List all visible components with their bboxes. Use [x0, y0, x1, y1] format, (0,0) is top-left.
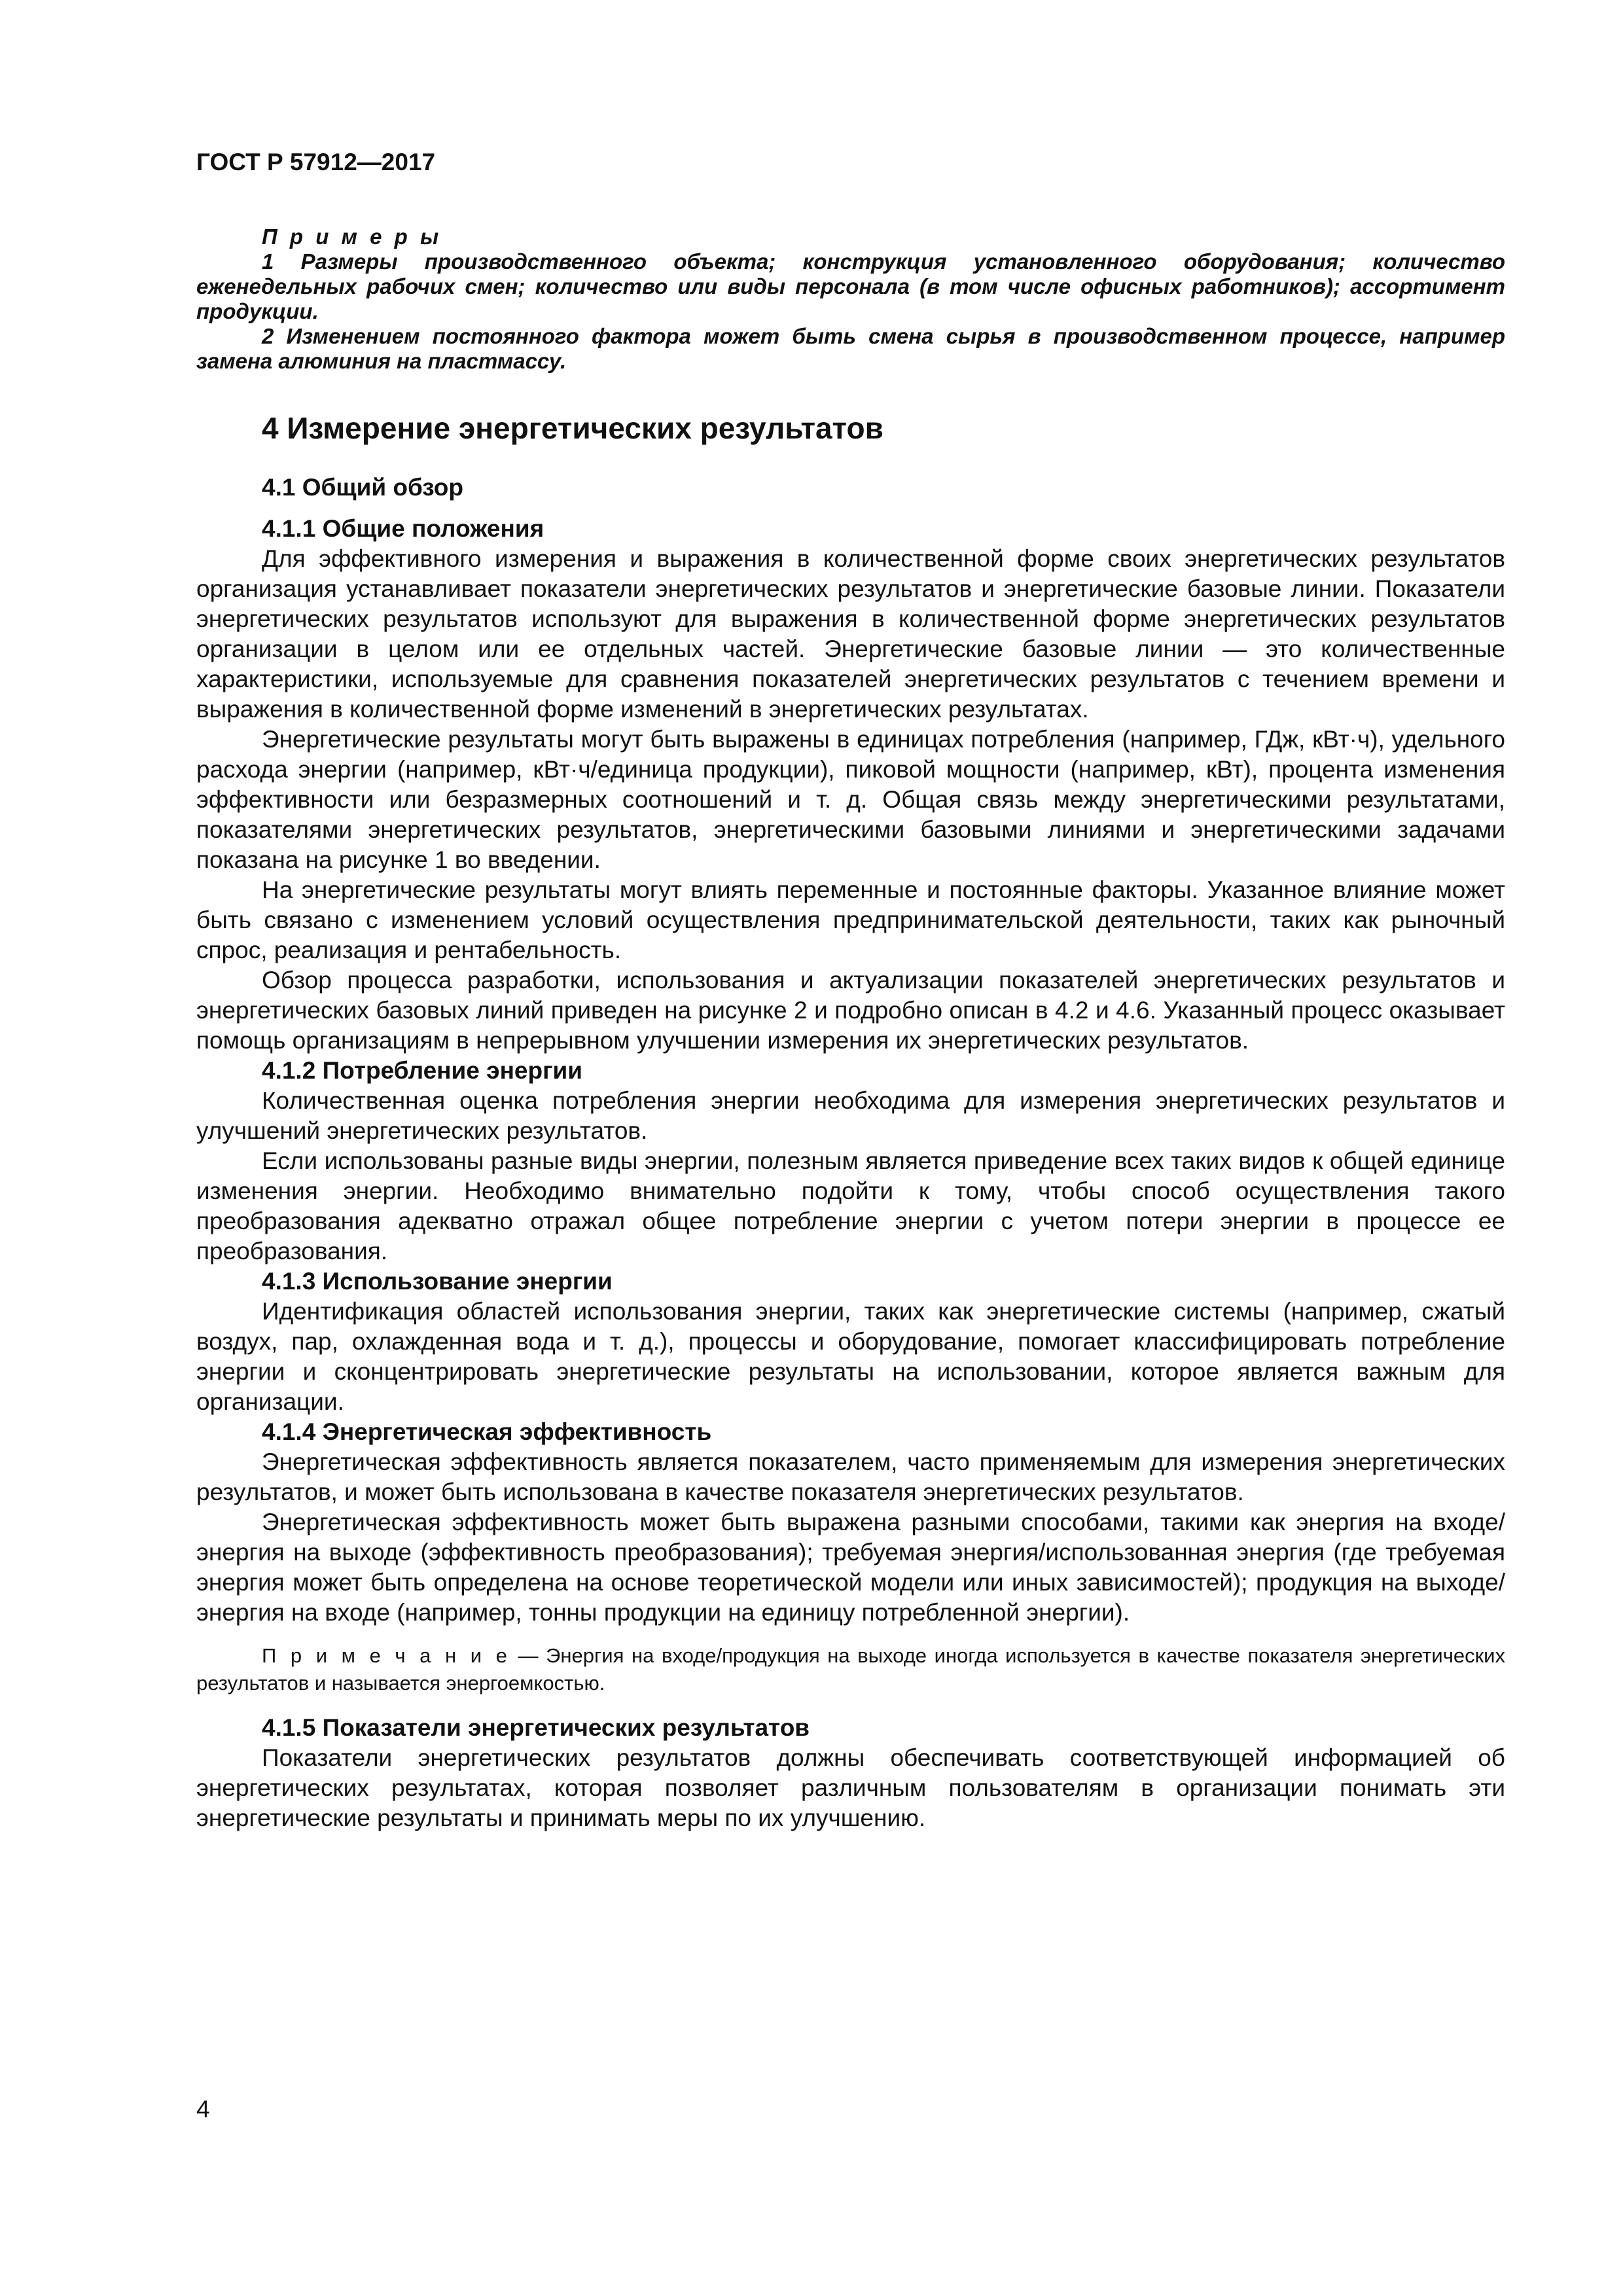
section-heading: 4 Измерение энергетических результатов — [262, 411, 883, 445]
body-paragraph: Обзор процесса разработки, использования и актуализации показателей энергетических результатов и энергетических базовых линий приведен на рисунке 2 и подробно описан в 4.2 и 4.6. Указанный процесс оказывает помощь организациям в непрерывном улучшении измерения их энергетических результатов. — [196, 967, 1505, 1054]
clause-heading: 4.1.1 Общие положения — [262, 515, 544, 542]
example-item: 1 Размеры производственного объекта; конструкция установленного оборудования; количество еженедельных рабочих смен; количество или виды персонала (в том числе офисных работников); ассортимент продукции. — [196, 249, 1505, 323]
example-item: 2 Изменением постоянного фактора может быть смена сырья в производственном процессе, например замена алюминия на пластмассу. — [196, 324, 1505, 373]
note-label: П р и м е ч а н и е — [262, 1644, 510, 1667]
examples-block — [196, 224, 1505, 374]
page-number: 4 — [196, 2096, 210, 2123]
note-text: — Энергия на входе/продукция на выходе иногда используется в качестве показателя энергетических результатов и называется энергоемкостью. — [196, 1644, 1505, 1695]
body-paragraph: Показатели энергетических результатов должны обеспечивать соответствующей информацией об энергетических результатах, которая позволяет различным пользователям в организации понимать эти энергетические результаты и принимать меры по их улучшению. — [196, 1744, 1505, 1831]
body-paragraph: Для эффективного измерения и выражения в количественной форме своих энергетических результатов организация устанавливает показатели энергетических результатов и энергетические базовые линии. Показатели энергетических результатов используют для выражения в количественной форме энергетических результатов организации в целом или ее отдельных частей. Энергетические базовые линии — это количественные характеристики, используемые для сравнения показателей энергетических результатов с течением времени и выражения в количественной форме изменений в энергетических результатах. — [196, 545, 1505, 723]
body-paragraph: На энергетические результаты могут влиять переменные и постоянные факторы. Указанное влияние может быть связано с изменением условий осуществления предпринимательской деятельности, таких как рыночный спрос, реализация и рентабельность. — [196, 876, 1505, 963]
body-paragraph: Количественная оценка потребления энергии необходима для измерения энергетических результатов и улучшений энергетических результатов. — [196, 1087, 1505, 1144]
note-paragraph — [196, 1642, 1505, 1697]
examples-title: П р и м е р ы — [262, 224, 442, 249]
page-content — [196, 224, 1505, 1833]
clause-heading: 4.1.3 Использование энергии — [262, 1268, 613, 1295]
clause-heading: 4.1.2 Потребление энергии — [262, 1057, 582, 1084]
document-code-header: ГОСТ Р 57912—2017 — [196, 149, 436, 175]
body-paragraph: Если использованы разные виды энергии, полезным является приведение всех таких видов к общей единице изменения энергии. Необходимо внимательно подойти к тому, чтобы способ осуществления такого преобразования адекватно отражал общее потребление энергии с учетом потери энергии в процессе ее преобразования. — [196, 1147, 1505, 1265]
clause-heading: 4.1.4 Энергетическая эффективность — [262, 1418, 712, 1445]
subsection-heading: 4.1 Общий обзор — [262, 474, 463, 501]
body-paragraph: Энергетическая эффективность является показателем, часто применяемым для измерения энергетических результатов, и может быть использована в качестве показателя энергетических результатов. — [196, 1448, 1505, 1505]
body-paragraph: Идентификация областей использования энергии, таких как энергетические системы (например, сжатый воздух, пар, охлажденная вода и т. д.), процессы и оборудование, помогает классифицировать потребление энергии и сконцентрировать энергетические результаты на использовании, которое является важным для организации. — [196, 1298, 1505, 1415]
clause-heading: 4.1.5 Показатели энергетических результатов — [262, 1714, 810, 1741]
body-paragraph: Энергетические результаты могут быть выражены в единицах потребления (например, ГДж, кВт·ч), удельного расхода энергии (например, кВт·ч/единица продукции), пиковой мощности (например, кВт), процента изменения эффективности или безразмерных соотношений и т. д. Общая связь между энергетическими результатами, показателями энергетических результатов, энергетическими базовыми линиями и энергетическими задачами показана на рисунке 1 во введении. — [196, 726, 1505, 873]
body-paragraph: Энергетическая эффективность может быть выражена разными способами, такими как энергия на входе/энергия на выходе (эффективность преобразования); требуемая энергия/использованная энергия (где требуемая энергия может быть определена на основе теоретической модели или иных зависимостей); продукция на выходе/энергия на входе (например, тонны продукции на единицу потребленной энергии). — [196, 1509, 1505, 1626]
document-page — [196, 0, 1505, 2296]
